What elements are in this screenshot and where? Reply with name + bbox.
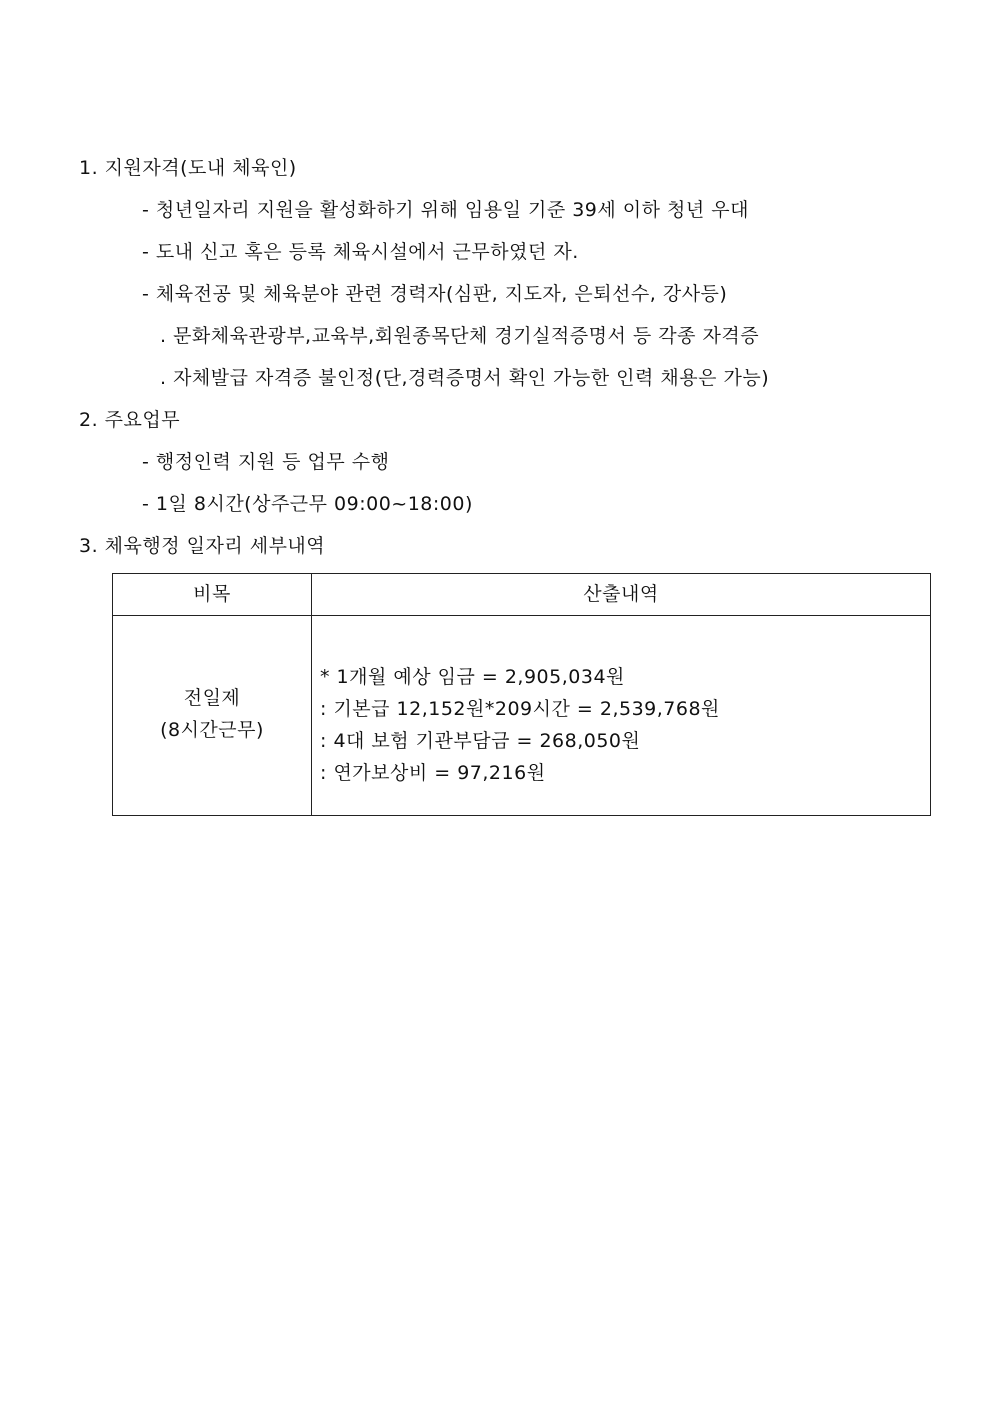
section-2-item-1: - 행정인력 지원 등 업무 수행 xyxy=(142,451,390,473)
section-3-heading: 3. 체육행정 일자리 세부내역 xyxy=(79,535,326,557)
section-1-subitem-1: . 문화체육관광부,교육부,회원종목단체 경기실적증명서 등 각종 자격증 xyxy=(160,325,760,347)
detail-line-base-pay: : 기본급 12,152원*209시간 = 2,539,768원 xyxy=(320,698,720,720)
section-2-heading: 2. 주요업무 xyxy=(79,409,181,431)
table-column-divider xyxy=(311,574,312,815)
detail-line-leave-pay: : 연가보상비 = 97,216원 xyxy=(320,762,546,784)
section-2-item-2: - 1일 8시간(상주근무 09:00~18:00) xyxy=(142,493,473,515)
section-1-subitem-2: . 자체발급 자격증 불인정(단,경력증명서 확인 가능한 인력 채용은 가능) xyxy=(160,367,770,389)
section-1-item-2: - 도내 신고 혹은 등록 체육시설에서 근무하였던 자. xyxy=(142,241,579,263)
table-header-item: 비목 xyxy=(193,583,231,605)
section-1-item-3: - 체육전공 및 체육분야 관련 경력자(심판, 지도자, 은퇴선수, 강사등) xyxy=(142,283,728,305)
table-header-divider xyxy=(113,615,930,616)
row-label-fulltime: 전일제 xyxy=(183,687,241,709)
row-label-hours: (8시간근무) xyxy=(160,719,264,741)
table-header-calculation: 산출내역 xyxy=(583,583,659,605)
detail-line-insurance: : 4대 보험 기관부담금 = 268,050원 xyxy=(320,730,641,752)
section-1-heading: 1. 지원자격(도내 체육인) xyxy=(79,157,297,179)
section-1-item-1: - 청년일자리 지원을 활성화하기 위해 임용일 기준 39세 이하 청년 우대 xyxy=(142,199,749,221)
wage-detail-table xyxy=(112,573,931,816)
detail-line-monthly-wage: * 1개월 예상 임금 = 2,905,034원 xyxy=(320,666,625,688)
